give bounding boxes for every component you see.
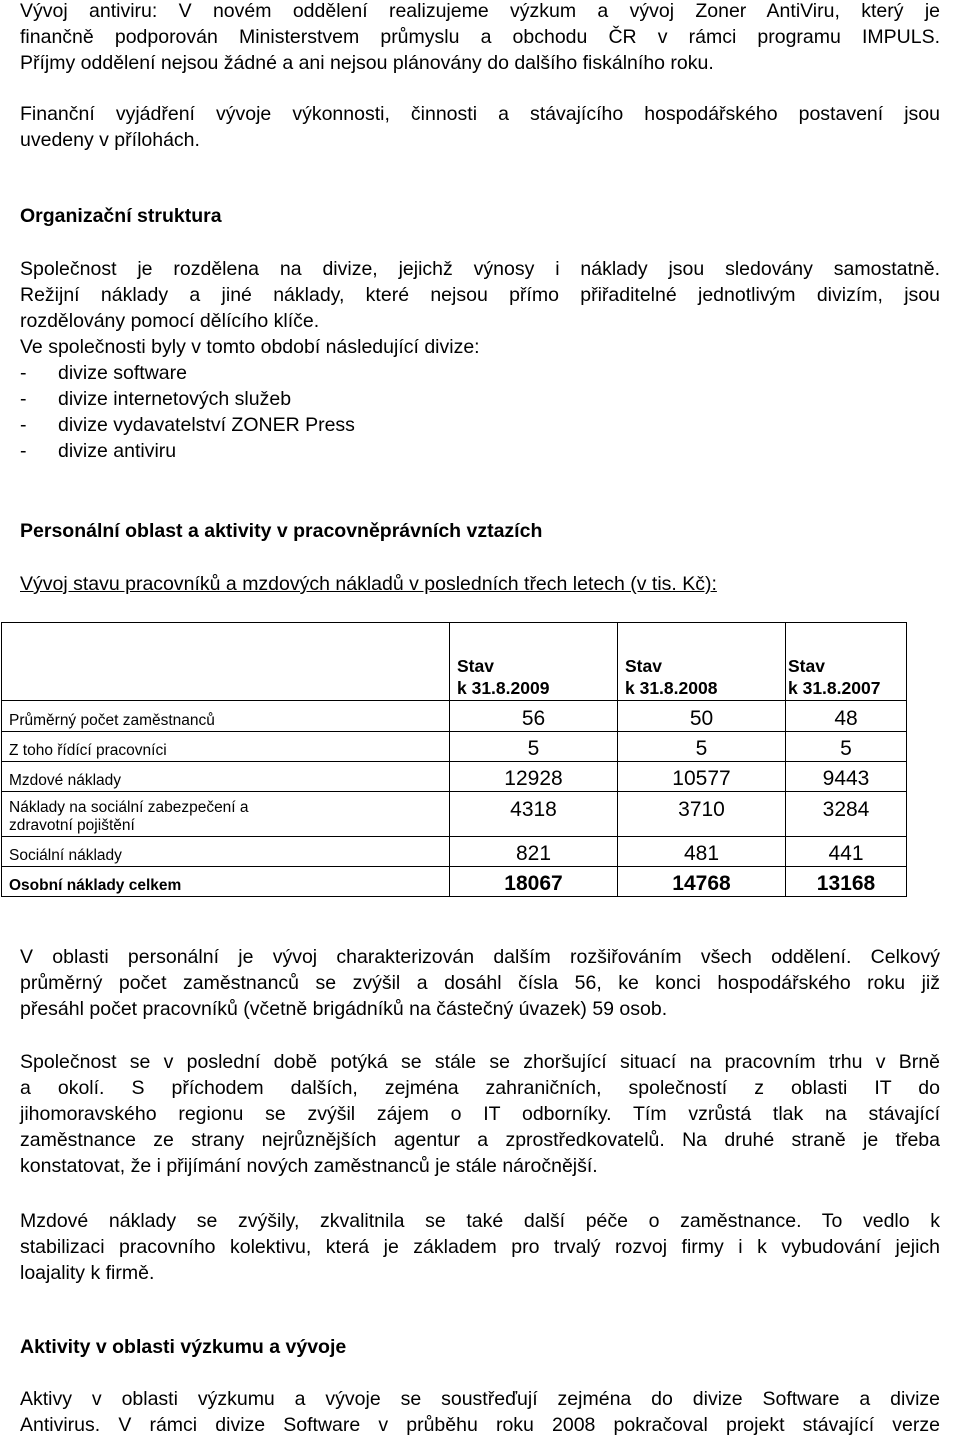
list-dash: - — [20, 362, 27, 384]
table-header-cell — [786, 623, 907, 701]
column-header-line: Stav — [625, 656, 662, 676]
row-label: Sociální náklady — [2, 837, 450, 867]
text-line: jihomoravského regionu se zvýšil zájem o IT odborníky. Tím vzrůstá tlak na stávající — [20, 1103, 940, 1125]
text-line: Mzdové náklady se zvýšily, zkvalitnila se také další péče o zaměstnance. To vedlo k — [20, 1210, 940, 1232]
column-header-line: Stav — [788, 656, 825, 676]
text-line: Ve společnosti byly v tomto období následující divize: — [20, 336, 480, 358]
text-line: Režijní náklady a jiné náklady, které nejsou přímo přiřaditelné jednotlivým divizím, jsou — [20, 284, 940, 306]
column-header-line: k 31.8.2009 — [457, 678, 550, 698]
list-item — [20, 360, 940, 386]
antivirus-paragraph — [20, 0, 940, 76]
text-line: Aktivy v oblasti výzkumu a vývoje se soustřeďují zejména do divize Software a divize — [20, 1388, 940, 1410]
personnel-paragraph — [20, 944, 940, 1022]
rd-paragraph — [20, 1386, 940, 1438]
text-line: Společnost se v poslední době potýká se stále se zhoršující situací na pracovním trhu v Brně — [20, 1051, 940, 1073]
table-header-cell — [450, 623, 618, 701]
text-line: rozdělovány pomocí dělícího klíče. — [20, 310, 320, 332]
table-cell: 48 — [786, 701, 907, 732]
table-row — [2, 762, 907, 792]
list-item-text: divize antiviru — [58, 440, 177, 462]
list-item — [20, 386, 940, 412]
table-cell: 481 — [618, 837, 786, 867]
table-cell: 4318 — [450, 792, 618, 837]
table-cell: 5 — [450, 732, 618, 762]
text-line: stabilizaci pracovního kolektivu, která je základem pro trvalý rozvoj firmy i k vybudování jejich — [20, 1236, 940, 1258]
text-line: zaměstnance ze strany nejrůznějších agentur a zprostředkovatelů. Na druhé straně je třeba — [20, 1129, 940, 1151]
table-cell: 5 — [618, 732, 786, 762]
list-dash: - — [20, 414, 27, 436]
table-caption-text: Vývoj stavu pracovníků a mzdových nákladů v posledních třech letech (v tis. Kč): — [20, 573, 717, 595]
table-cell: 50 — [618, 701, 786, 732]
row-label: Mzdové náklady — [2, 762, 450, 792]
column-header-line: k 31.8.2007 — [788, 678, 881, 698]
text-line: finančně podporován Ministerstvem průmyslu a obchodu ČR v rámci programu IMPULS. — [20, 26, 940, 48]
table-cell: 821 — [450, 837, 618, 867]
text-line: Vývoj antiviru: V novém oddělení realizujeme výzkum a vývoj Zoner AntiViru, který je — [20, 0, 940, 22]
table-cell: 10577 — [618, 762, 786, 792]
table-row — [2, 701, 907, 732]
text-line: průměrný počet zaměstnanců se zvýšil a dosáhl čísla 56, ke konci hospodářského roku již — [20, 972, 940, 994]
column-header-line: Stav — [457, 656, 494, 676]
table-cell: 14768 — [618, 867, 786, 897]
table-cell: 12928 — [450, 762, 618, 792]
table-cell: 56 — [450, 701, 618, 732]
text-line: loajality k firmě. — [20, 1262, 155, 1284]
wage-paragraph — [20, 1208, 940, 1286]
table-row — [2, 792, 907, 837]
row-label: Z toho řídící pracovníci — [2, 732, 450, 762]
org-heading: Organizační struktura — [20, 205, 222, 227]
table-cell: 441 — [786, 837, 907, 867]
personnel-table — [1, 622, 907, 897]
table-header-cell — [618, 623, 786, 701]
org-paragraph — [20, 256, 940, 464]
table-header-row — [2, 623, 907, 701]
table-cell: 9443 — [786, 762, 907, 792]
row-label: Průměrný počet zaměstnanců — [2, 701, 450, 732]
text-line: přesáhl počet pracovníků (včetně brigádníků na částečný úvazek) 59 osob. — [20, 998, 668, 1020]
table-cell: 13168 — [786, 867, 907, 897]
table-total-row — [2, 867, 907, 897]
text-line: Příjmy oddělení nejsou žádné a ani nejsou plánovány do dalšího fiskálního roku. — [20, 52, 714, 74]
text-line: Finanční vyjádření vývoje výkonnosti, činnosti a stávajícího hospodářského postavení jsou — [20, 103, 940, 125]
table-caption — [20, 571, 940, 597]
text-line: Společnost je rozdělena na divize, jejichž výnosy i náklady jsou sledovány samostatně. — [20, 258, 940, 280]
rd-heading: Aktivity v oblasti výzkumu a vývoje — [20, 1336, 347, 1358]
table-row — [2, 837, 907, 867]
table-header-empty — [2, 623, 450, 701]
text-line: konstatovat, že i přijímání nových zaměstnanců je stále náročnější. — [20, 1155, 598, 1177]
hr-heading: Personální oblast a aktivity v pracovněprávních vztazích — [20, 520, 543, 542]
table-cell: 5 — [786, 732, 907, 762]
table-cell: 18067 — [450, 867, 618, 897]
row-label: Osobní náklady celkem — [2, 867, 450, 897]
financial-paragraph — [20, 101, 940, 153]
list-item — [20, 438, 940, 464]
list-item — [20, 412, 940, 438]
text-line: V oblasti personální je vývoj charakterizován dalším rozšiřováním všech oddělení. Celkový — [20, 946, 940, 968]
column-header-line: k 31.8.2008 — [625, 678, 718, 698]
list-item-text: divize vydavatelství ZONER Press — [58, 414, 355, 436]
list-dash: - — [20, 388, 27, 410]
list-dash: - — [20, 440, 27, 462]
labor-market-paragraph — [20, 1049, 940, 1179]
table-cell: 3710 — [618, 792, 786, 837]
text-line: a okolí. S příchodem dalších, zejména zahraničních, společností z oblasti IT do — [20, 1077, 940, 1099]
text-line: uvedeny v přílohách. — [20, 129, 200, 151]
table-row — [2, 732, 907, 762]
table-cell: 3284 — [786, 792, 907, 837]
row-label: Náklady na sociální zabezpečení a zdravotní pojištění — [2, 792, 450, 837]
list-item-text: divize internetových služeb — [58, 388, 292, 410]
text-line: Antivirus. V rámci divize Software v průběhu roku 2008 pokračoval projekt stávající verze — [20, 1414, 940, 1436]
list-item-text: divize software — [58, 362, 187, 384]
